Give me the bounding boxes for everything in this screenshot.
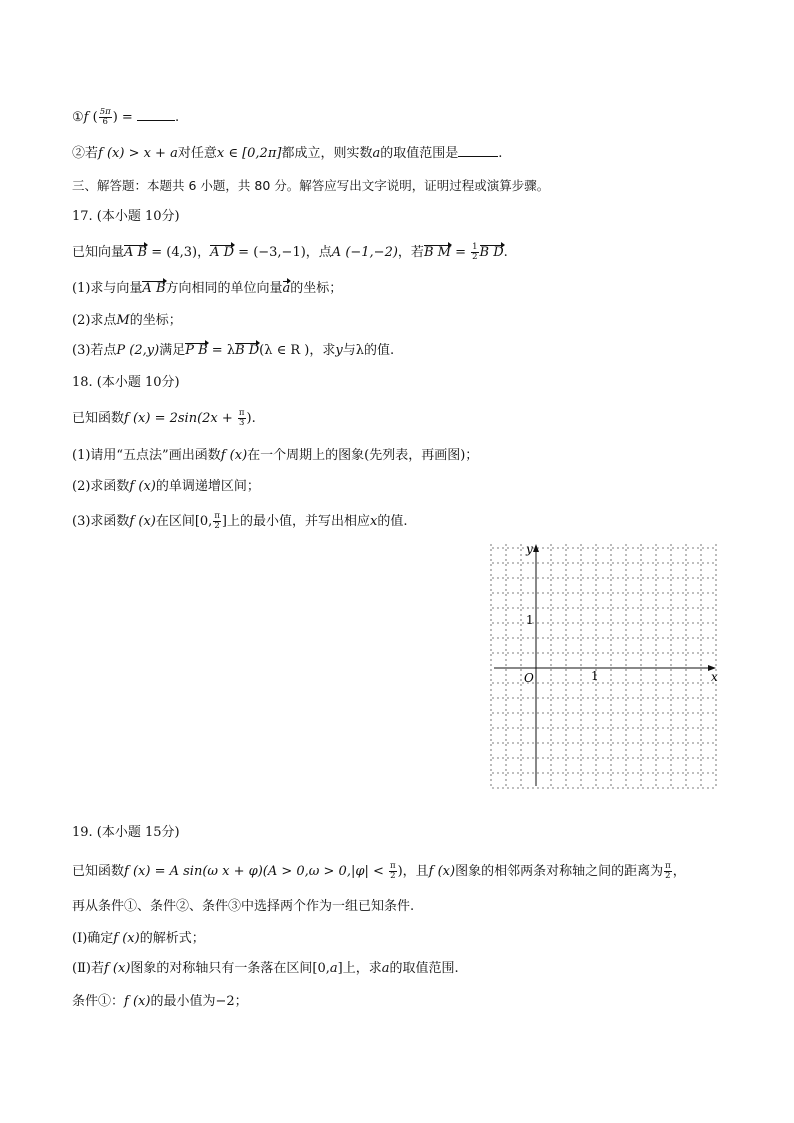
q18-part1: (1)请用“五点法”画出函数f (x)在一个周期上的图象(先列表，再画图)； (72, 448, 479, 463)
y-tick-label: 1 (526, 613, 534, 627)
vector-bm: B M (423, 245, 451, 260)
q18-part3: (3)求函数f (x)在区间[0, $\frac{\pi}{2}$ ]上的最小值，并写出相应x的值. (72, 511, 408, 531)
vector-ad: A D (210, 245, 235, 260)
fraction: $\frac{\pi}{2}$ (389, 861, 396, 881)
vector-bd: B D (479, 245, 504, 260)
fraction: $\frac{\pi}{2}$ (214, 511, 220, 531)
origin-label: O (524, 671, 534, 685)
q19-part1: (Ⅰ)确定f (x)的解析式； (72, 931, 205, 946)
answer-blank (458, 144, 498, 157)
q18-part2: (2)求函数f (x)的单调递增区间； (72, 479, 260, 494)
fraction: $\frac{\pi}{3}$ (238, 408, 245, 428)
q18-stem: 已知函数f (x) = 2sin(2x + $\frac{\pi}{3}$ ). (72, 408, 256, 428)
q17-part3: (3)若点P (2,y)满足P B = λB D(λ ∈ R )，求y与λ的值. (72, 343, 395, 358)
answer-blank (137, 108, 175, 121)
q17-part1: (1)求与向量A B方向相同的单位向量a的坐标； (72, 281, 343, 296)
q19-line2: 再从条件①、条件②、条件③中选择两个作为一组已知条件. (72, 899, 415, 914)
fraction: $\frac{5\pi}{6}$ (99, 107, 111, 127)
fraction: $\frac{\pi}{2}$ (665, 861, 671, 881)
q19-part2: (Ⅱ)若f (x)图象的对称轴只有一条落在区间[0,a]上，求a的取值范围. (72, 961, 459, 976)
q17-title: 17. (本小题 10分) (72, 209, 180, 224)
vector-ab: A B (124, 245, 148, 260)
x-axis-label: x (711, 670, 718, 684)
y-axis-label: y (526, 542, 533, 556)
coordinate-grid (488, 540, 720, 792)
q19-condition1: 条件①：f (x)的最小值为−2； (72, 994, 248, 1009)
section-heading: 三、解答题：本题共 6 小题，共 80 分。解答应写出文字说明，证明过程或演算步骤。 (72, 178, 550, 193)
q16-part1-label: ① (72, 110, 84, 125)
fraction: $\frac{1}{2}$ (472, 242, 478, 262)
grid-lines (491, 544, 720, 788)
q17-stem: 已知向量A B = (4,3)，A D = (−3,−1)，点A (−1,−2)，若B M = $\frac{1}{2}$ B D. (72, 242, 508, 262)
x-tick-label: 1 (591, 669, 599, 683)
q17-part2: (2)求点M的坐标； (72, 313, 182, 328)
q18-title: 18. (本小题 10分) (72, 375, 180, 390)
q16-part1: ①f ( $\frac{5\pi}{6}$ ) = . (72, 107, 180, 127)
q16-part2: ②若f (x) > x + a对任意x ∈ [0,2π]都成立，则实数a的取值范围是 . (72, 146, 503, 161)
q19-stem: 已知函数f (x) = A sin(ω x + φ)(A > 0,ω > 0,|φ| < $\frac{\pi}{2}$ )，且f (x)图象的相邻两条对称轴之间的距离为 $\frac{\pi}{2}$ ， (72, 861, 686, 881)
q19-title: 19. (本小题 15分) (72, 825, 180, 840)
